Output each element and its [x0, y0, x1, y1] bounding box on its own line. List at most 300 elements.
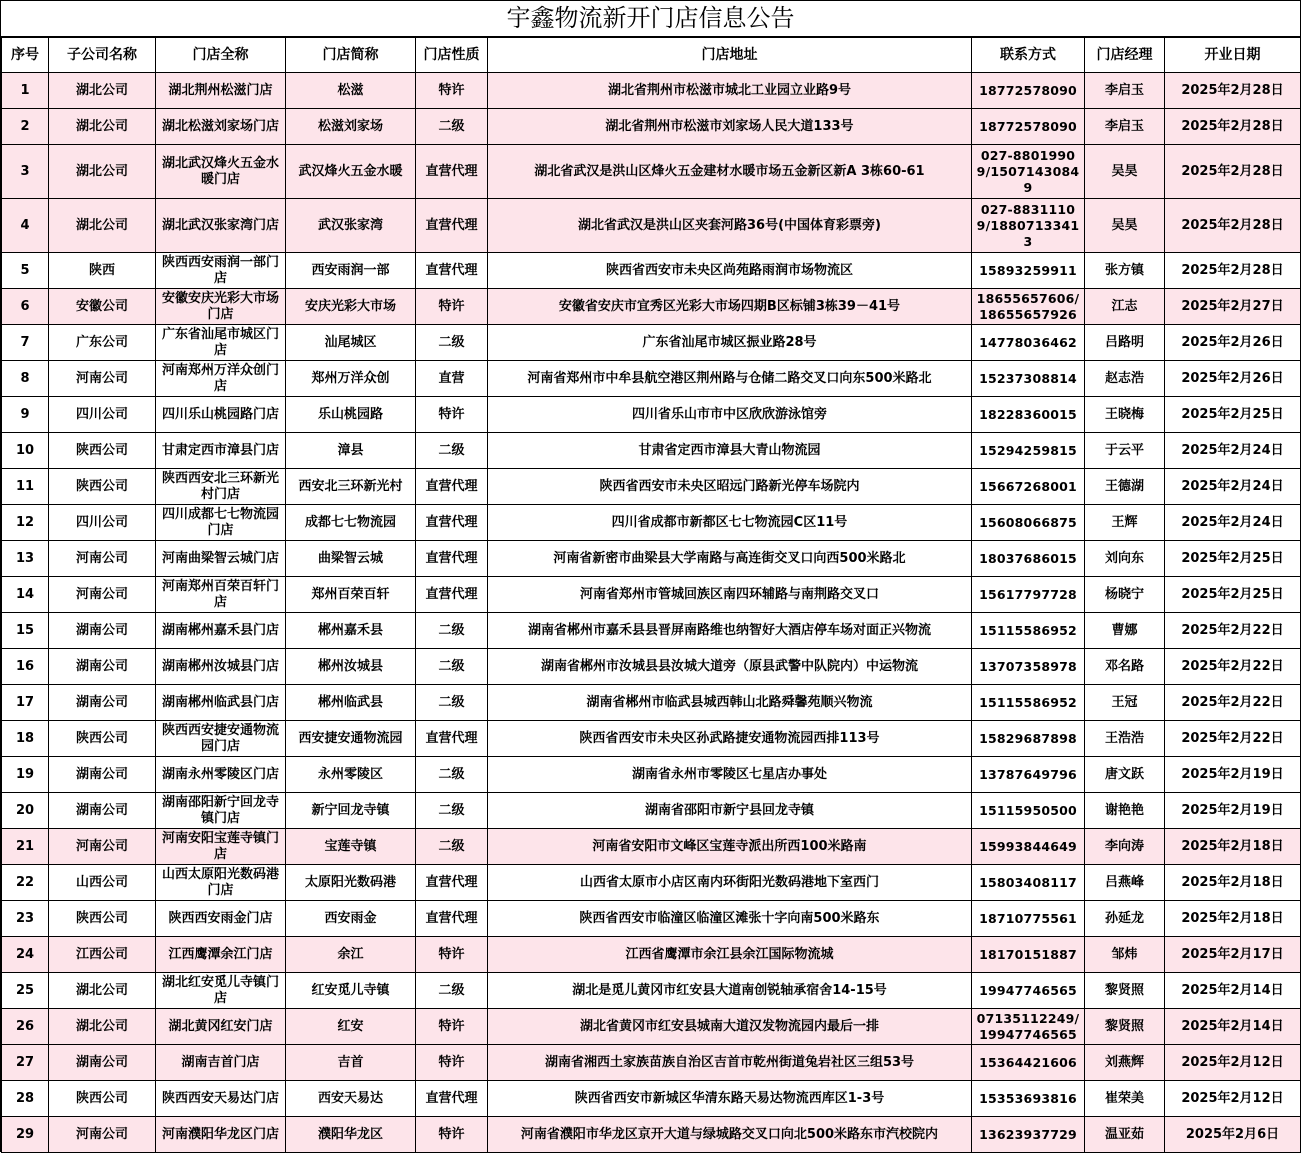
cell-full-name: 四川乐山桃园路门店	[156, 397, 286, 433]
cell-date: 2025年2月28日	[1165, 199, 1301, 253]
cell-short-name: 乐山桃园路	[286, 397, 416, 433]
cell-no: 10	[2, 433, 49, 469]
cell-short-name: 松滋刘家场	[286, 109, 416, 145]
table-row	[2, 325, 1301, 361]
table-row	[2, 1009, 1301, 1045]
cell-type: 直营代理	[416, 505, 488, 541]
cell-date: 2025年2月28日	[1165, 145, 1301, 199]
table-row	[2, 469, 1301, 505]
cell-full-name: 湖南郴州汝城县门店	[156, 649, 286, 685]
cell-date: 2025年2月14日	[1165, 973, 1301, 1009]
cell-date: 2025年2月18日	[1165, 865, 1301, 901]
cell-phone: 15803408117	[972, 865, 1085, 901]
cell-phone: 13787649796	[972, 757, 1085, 793]
cell-manager: 崔荣美	[1085, 1081, 1165, 1117]
cell-manager: 于云平	[1085, 433, 1165, 469]
cell-type: 特许	[416, 1117, 488, 1153]
cell-short-name: 武汉张家湾	[286, 199, 416, 253]
cell-phone: 15667268001	[972, 469, 1085, 505]
cell-phone: 18772578090	[972, 109, 1085, 145]
cell-address: 河南省郑州市管城回族区南四环辅路与南荆路交叉口	[488, 577, 972, 613]
cell-short-name: 红安	[286, 1009, 416, 1045]
cell-manager: 李启玉	[1085, 109, 1165, 145]
cell-type: 直营代理	[416, 577, 488, 613]
cell-address: 陕西省西安市未央区孙武路捷安通物流园西排113号	[488, 721, 972, 757]
cell-address: 湖南省郴州市嘉禾县县晋屏南路维也纳智好大酒店停车场对面正兴物流	[488, 613, 972, 649]
cell-manager: 温亚茹	[1085, 1117, 1165, 1153]
cell-date: 2025年2月28日	[1165, 109, 1301, 145]
table-row	[2, 613, 1301, 649]
cell-manager: 王冠	[1085, 685, 1165, 721]
cell-address: 湖北省武汉是洪山区烽火五金建材水暖市场五金新区新A 3栋60-61	[488, 145, 972, 199]
cell-no: 28	[2, 1081, 49, 1117]
cell-address: 河南省新密市曲梁县大学南路与高连街交叉口向西500米路北	[488, 541, 972, 577]
cell-no: 7	[2, 325, 49, 361]
cell-full-name: 湖南邵阳新宁回龙寺镇门店	[156, 793, 286, 829]
cell-date: 2025年2月17日	[1165, 937, 1301, 973]
cell-type: 直营代理	[416, 721, 488, 757]
cell-manager: 邓名路	[1085, 649, 1165, 685]
cell-manager: 王晓梅	[1085, 397, 1165, 433]
cell-address: 湖南省郴州市临武县城西韩山北路舜馨苑顺兴物流	[488, 685, 972, 721]
cell-manager: 吕路明	[1085, 325, 1165, 361]
cell-no: 13	[2, 541, 49, 577]
cell-date: 2025年2月6日	[1165, 1117, 1301, 1153]
table-row	[2, 793, 1301, 829]
cell-company: 陕西公司	[49, 1081, 156, 1117]
cell-no: 9	[2, 397, 49, 433]
cell-address: 河南省濮阳市华龙区京开大道与绿城路交叉口向北500米路东市汽校院内	[488, 1117, 972, 1153]
cell-date: 2025年2月25日	[1165, 397, 1301, 433]
cell-full-name: 湖北松滋刘家场门店	[156, 109, 286, 145]
cell-phone: 15353693816	[972, 1081, 1085, 1117]
cell-full-name: 河南曲梁智云城门店	[156, 541, 286, 577]
cell-address: 山西省太原市小店区南内环街阳光数码港地下室西门	[488, 865, 972, 901]
cell-short-name: 濮阳华龙区	[286, 1117, 416, 1153]
cell-date: 2025年2月24日	[1165, 469, 1301, 505]
cell-date: 2025年2月27日	[1165, 289, 1301, 325]
cell-address: 陕西省西安市未央区昭远门路新光停车场院内	[488, 469, 972, 505]
table-row	[2, 829, 1301, 865]
cell-date: 2025年2月19日	[1165, 757, 1301, 793]
cell-full-name: 河南郑州百荣百轩门店	[156, 577, 286, 613]
cell-full-name: 湖南吉首门店	[156, 1045, 286, 1081]
cell-short-name: 新宁回龙寺镇	[286, 793, 416, 829]
table-row	[2, 649, 1301, 685]
cell-manager: 张方镇	[1085, 253, 1165, 289]
cell-phone: 15115586952	[972, 685, 1085, 721]
cell-date: 2025年2月25日	[1165, 541, 1301, 577]
header-address: 门店地址	[488, 38, 972, 73]
header-date: 开业日期	[1165, 38, 1301, 73]
cell-no: 22	[2, 865, 49, 901]
cell-type: 直营代理	[416, 865, 488, 901]
cell-no: 14	[2, 577, 49, 613]
cell-short-name: 汕尾城区	[286, 325, 416, 361]
cell-company: 湖南公司	[49, 793, 156, 829]
cell-company: 陕西公司	[49, 469, 156, 505]
cell-type: 特许	[416, 937, 488, 973]
header-company: 子公司名称	[49, 38, 156, 73]
cell-short-name: 吉首	[286, 1045, 416, 1081]
cell-type: 直营代理	[416, 469, 488, 505]
cell-type: 二级	[416, 757, 488, 793]
cell-phone: 15115950500	[972, 793, 1085, 829]
cell-short-name: 郴州汝城县	[286, 649, 416, 685]
cell-full-name: 陕西西安雨润一部门店	[156, 253, 286, 289]
table-row	[2, 73, 1301, 109]
cell-phone: 15608066875	[972, 505, 1085, 541]
table-row	[2, 901, 1301, 937]
table-row	[2, 865, 1301, 901]
cell-phone: 15993844649	[972, 829, 1085, 865]
cell-company: 湖北公司	[49, 145, 156, 199]
cell-full-name: 山西太原阳光数码港门店	[156, 865, 286, 901]
table-row	[2, 973, 1301, 1009]
cell-type: 直营代理	[416, 541, 488, 577]
table-row	[2, 685, 1301, 721]
cell-no: 25	[2, 973, 49, 1009]
cell-full-name: 湖南永州零陵区门店	[156, 757, 286, 793]
cell-date: 2025年2月24日	[1165, 505, 1301, 541]
cell-phone: 18772578090	[972, 73, 1085, 109]
cell-type: 二级	[416, 325, 488, 361]
cell-no: 18	[2, 721, 49, 757]
cell-company: 湖南公司	[49, 613, 156, 649]
cell-address: 陕西省西安市新城区华清东路天易达物流西库区1-3号	[488, 1081, 972, 1117]
cell-phone: 15364421606	[972, 1045, 1085, 1081]
header-full-name: 门店全称	[156, 38, 286, 73]
cell-phone: 18710775561	[972, 901, 1085, 937]
cell-short-name: 余江	[286, 937, 416, 973]
cell-no: 5	[2, 253, 49, 289]
cell-full-name: 湖北荆州松滋门店	[156, 73, 286, 109]
cell-no: 26	[2, 1009, 49, 1045]
cell-phone: 19947746565	[972, 973, 1085, 1009]
cell-date: 2025年2月22日	[1165, 613, 1301, 649]
cell-phone: 15115586952	[972, 613, 1085, 649]
cell-manager: 王德湖	[1085, 469, 1165, 505]
table-row	[2, 1117, 1301, 1153]
cell-full-name: 安徽安庆光彩大市场门店	[156, 289, 286, 325]
cell-company: 广东公司	[49, 325, 156, 361]
cell-address: 湖北省武汉是洪山区夹套河路36号(中国体育彩票旁)	[488, 199, 972, 253]
cell-short-name: 安庆光彩大市场	[286, 289, 416, 325]
cell-date: 2025年2月12日	[1165, 1045, 1301, 1081]
cell-full-name: 湖南郴州嘉禾县门店	[156, 613, 286, 649]
cell-date: 2025年2月24日	[1165, 433, 1301, 469]
cell-no: 3	[2, 145, 49, 199]
cell-phone: 15617797728	[972, 577, 1085, 613]
cell-short-name: 郑州百荣百轩	[286, 577, 416, 613]
table-row	[2, 397, 1301, 433]
cell-manager: 黎贤照	[1085, 1009, 1165, 1045]
cell-full-name: 陕西西安北三环新光村门店	[156, 469, 286, 505]
cell-phone: 15893259911	[972, 253, 1085, 289]
cell-full-name: 湖北武汉张家湾门店	[156, 199, 286, 253]
cell-type: 直营代理	[416, 253, 488, 289]
cell-address: 陕西省西安市临潼区临潼区滩张十字向南500米路东	[488, 901, 972, 937]
cell-company: 陕西公司	[49, 721, 156, 757]
cell-short-name: 武汉烽火五金水暖	[286, 145, 416, 199]
cell-type: 二级	[416, 829, 488, 865]
cell-date: 2025年2月26日	[1165, 361, 1301, 397]
header-phone: 联系方式	[972, 38, 1085, 73]
cell-phone: 027-88019909/15071430849	[972, 145, 1085, 199]
cell-date: 2025年2月22日	[1165, 649, 1301, 685]
cell-full-name: 陕西西安捷安通物流园门店	[156, 721, 286, 757]
cell-short-name: 郴州临武县	[286, 685, 416, 721]
cell-phone: 15294259815	[972, 433, 1085, 469]
table-row	[2, 577, 1301, 613]
cell-type: 直营	[416, 361, 488, 397]
cell-address: 安徽省安庆市宜秀区光彩大市场四期B区标铺3栋39－41号	[488, 289, 972, 325]
table-row	[2, 721, 1301, 757]
cell-company: 河南公司	[49, 361, 156, 397]
cell-short-name: 郴州嘉禾县	[286, 613, 416, 649]
cell-short-name: 西安北三环新光村	[286, 469, 416, 505]
table-body	[2, 73, 1301, 1153]
cell-date: 2025年2月18日	[1165, 829, 1301, 865]
header-no: 序号	[2, 38, 49, 73]
cell-address: 湖北省荆州市松滋市刘家场人民大道133号	[488, 109, 972, 145]
cell-full-name: 湖北红安觅儿寺镇门店	[156, 973, 286, 1009]
table-row	[2, 145, 1301, 199]
cell-manager: 曹娜	[1085, 613, 1165, 649]
cell-company: 湖南公司	[49, 1045, 156, 1081]
cell-manager: 杨晓宁	[1085, 577, 1165, 613]
cell-company: 河南公司	[49, 1117, 156, 1153]
cell-full-name: 江西鹰潭余江门店	[156, 937, 286, 973]
cell-short-name: 永州零陵区	[286, 757, 416, 793]
cell-phone: 07135112249/19947746565	[972, 1009, 1085, 1045]
cell-company: 陕西	[49, 253, 156, 289]
table-row	[2, 289, 1301, 325]
cell-short-name: 曲梁智云城	[286, 541, 416, 577]
cell-type: 特许	[416, 397, 488, 433]
cell-type: 特许	[416, 1009, 488, 1045]
cell-no: 17	[2, 685, 49, 721]
cell-address: 湖南省邵阳市新宁县回龙寺镇	[488, 793, 972, 829]
cell-company: 河南公司	[49, 829, 156, 865]
cell-address: 湖南省郴州市汝城县县汝城大道旁（原县武警中队院内）中运物流	[488, 649, 972, 685]
cell-address: 四川省成都市新都区七七物流园C区11号	[488, 505, 972, 541]
table-row	[2, 199, 1301, 253]
cell-no: 29	[2, 1117, 49, 1153]
cell-type: 直营代理	[416, 199, 488, 253]
cell-no: 23	[2, 901, 49, 937]
cell-phone: 13707358978	[972, 649, 1085, 685]
cell-date: 2025年2月26日	[1165, 325, 1301, 361]
cell-full-name: 湖南郴州临武县门店	[156, 685, 286, 721]
cell-type: 特许	[416, 289, 488, 325]
cell-no: 6	[2, 289, 49, 325]
cell-address: 湖南省湘西土家族苗族自治区吉首市乾州街道兔岩社区三组53号	[488, 1045, 972, 1081]
cell-company: 湖北公司	[49, 109, 156, 145]
cell-no: 21	[2, 829, 49, 865]
cell-manager: 刘向东	[1085, 541, 1165, 577]
cell-manager: 唐文跃	[1085, 757, 1165, 793]
cell-company: 湖南公司	[49, 685, 156, 721]
cell-manager: 刘燕辉	[1085, 1045, 1165, 1081]
cell-company: 河南公司	[49, 541, 156, 577]
cell-date: 2025年2月25日	[1165, 577, 1301, 613]
cell-company: 湖北公司	[49, 199, 156, 253]
cell-address: 湖北是觅儿黄冈市红安县大道南创锐轴承宿舍14-15号	[488, 973, 972, 1009]
cell-no: 8	[2, 361, 49, 397]
cell-company: 江西公司	[49, 937, 156, 973]
cell-manager: 王浩浩	[1085, 721, 1165, 757]
cell-address: 河南省安阳市文峰区宝莲寺派出所西100米路南	[488, 829, 972, 865]
cell-manager: 邹炜	[1085, 937, 1165, 973]
cell-full-name: 甘肃定西市漳县门店	[156, 433, 286, 469]
cell-address: 湖北省荆州市松滋市城北工业园立业路9号	[488, 73, 972, 109]
table-row	[2, 1081, 1301, 1117]
cell-type: 二级	[416, 433, 488, 469]
page-title: 宇鑫物流新开门店信息公告	[1, 1, 1300, 37]
cell-company: 陕西公司	[49, 901, 156, 937]
cell-full-name: 陕西西安雨金门店	[156, 901, 286, 937]
cell-short-name: 西安捷安通物流园	[286, 721, 416, 757]
cell-no: 27	[2, 1045, 49, 1081]
cell-manager: 黎贤照	[1085, 973, 1165, 1009]
cell-short-name: 西安雨金	[286, 901, 416, 937]
cell-short-name: 西安雨润一部	[286, 253, 416, 289]
table-row	[2, 109, 1301, 145]
cell-full-name: 湖北黄冈红安门店	[156, 1009, 286, 1045]
cell-short-name: 西安天易达	[286, 1081, 416, 1117]
cell-company: 湖南公司	[49, 649, 156, 685]
cell-phone: 18170151887	[972, 937, 1085, 973]
cell-full-name: 陕西西安天易达门店	[156, 1081, 286, 1117]
table-row	[2, 541, 1301, 577]
cell-short-name: 漳县	[286, 433, 416, 469]
cell-short-name: 成都七七物流园	[286, 505, 416, 541]
cell-no: 16	[2, 649, 49, 685]
table-row	[2, 505, 1301, 541]
cell-phone: 13623937729	[972, 1117, 1085, 1153]
cell-manager: 王辉	[1085, 505, 1165, 541]
cell-short-name: 红安觅儿寺镇	[286, 973, 416, 1009]
table-row	[2, 433, 1301, 469]
cell-type: 二级	[416, 793, 488, 829]
cell-address: 河南省郑州市中牟县航空港区荆州路与仓储二路交叉口向东500米路北	[488, 361, 972, 397]
store-table	[1, 37, 1301, 1153]
cell-phone: 18037686015	[972, 541, 1085, 577]
header-short-name: 门店简称	[286, 38, 416, 73]
cell-no: 20	[2, 793, 49, 829]
table-row	[2, 757, 1301, 793]
cell-full-name: 广东省汕尾市城区门店	[156, 325, 286, 361]
cell-date: 2025年2月28日	[1165, 253, 1301, 289]
table-header	[2, 38, 1301, 73]
cell-manager: 谢艳艳	[1085, 793, 1165, 829]
cell-manager: 江志	[1085, 289, 1165, 325]
header-manager: 门店经理	[1085, 38, 1165, 73]
cell-address: 广东省汕尾市城区振业路28号	[488, 325, 972, 361]
cell-type: 直营代理	[416, 145, 488, 199]
cell-date: 2025年2月28日	[1165, 73, 1301, 109]
cell-phone: 18228360015	[972, 397, 1085, 433]
cell-short-name: 松滋	[286, 73, 416, 109]
cell-type: 二级	[416, 649, 488, 685]
cell-full-name: 河南郑州万洋众创门店	[156, 361, 286, 397]
cell-no: 19	[2, 757, 49, 793]
cell-company: 四川公司	[49, 397, 156, 433]
cell-company: 湖北公司	[49, 73, 156, 109]
cell-short-name: 太原阳光数码港	[286, 865, 416, 901]
cell-phone: 027-88311109/18807133413	[972, 199, 1085, 253]
cell-company: 湖北公司	[49, 973, 156, 1009]
cell-full-name: 湖北武汉烽火五金水暖门店	[156, 145, 286, 199]
table-row	[2, 253, 1301, 289]
cell-address: 四川省乐山市市中区欣欣游泳馆旁	[488, 397, 972, 433]
cell-address: 陕西省西安市未央区尚苑路雨润市场物流区	[488, 253, 972, 289]
cell-manager: 赵志浩	[1085, 361, 1165, 397]
cell-phone: 15829687898	[972, 721, 1085, 757]
cell-address: 湖北省黄冈市红安县城南大道汉发物流园内最后一排	[488, 1009, 972, 1045]
cell-manager: 吴昊	[1085, 199, 1165, 253]
cell-no: 4	[2, 199, 49, 253]
cell-address: 湖南省永州市零陵区七星店办事处	[488, 757, 972, 793]
table-row	[2, 361, 1301, 397]
cell-date: 2025年2月22日	[1165, 721, 1301, 757]
cell-type: 特许	[416, 1045, 488, 1081]
cell-type: 二级	[416, 973, 488, 1009]
cell-date: 2025年2月14日	[1165, 1009, 1301, 1045]
cell-manager: 李启玉	[1085, 73, 1165, 109]
cell-phone: 14778036462	[972, 325, 1085, 361]
cell-no: 24	[2, 937, 49, 973]
cell-company: 山西公司	[49, 865, 156, 901]
cell-type: 特许	[416, 73, 488, 109]
cell-no: 15	[2, 613, 49, 649]
cell-manager: 吕燕峰	[1085, 865, 1165, 901]
cell-full-name: 河南濮阳华龙区门店	[156, 1117, 286, 1153]
header-type: 门店性质	[416, 38, 488, 73]
cell-full-name: 河南安阳宝莲寺镇门店	[156, 829, 286, 865]
cell-phone: 15237308814	[972, 361, 1085, 397]
cell-address: 甘肃省定西市漳县大青山物流园	[488, 433, 972, 469]
cell-date: 2025年2月18日	[1165, 901, 1301, 937]
cell-no: 11	[2, 469, 49, 505]
cell-no: 2	[2, 109, 49, 145]
cell-no: 12	[2, 505, 49, 541]
cell-short-name: 宝莲寺镇	[286, 829, 416, 865]
cell-date: 2025年2月22日	[1165, 685, 1301, 721]
cell-phone: 18655657606/18655657926	[972, 289, 1085, 325]
cell-company: 四川公司	[49, 505, 156, 541]
cell-company: 陕西公司	[49, 433, 156, 469]
cell-company: 安徽公司	[49, 289, 156, 325]
table-row	[2, 937, 1301, 973]
cell-short-name: 郑州万洋众创	[286, 361, 416, 397]
cell-date: 2025年2月12日	[1165, 1081, 1301, 1117]
cell-no: 1	[2, 73, 49, 109]
cell-company: 湖北公司	[49, 1009, 156, 1045]
cell-address: 江西省鹰潭市余江县余江国际物流城	[488, 937, 972, 973]
cell-type: 直营代理	[416, 901, 488, 937]
cell-manager: 吴昊	[1085, 145, 1165, 199]
cell-type: 二级	[416, 109, 488, 145]
table-row	[2, 1045, 1301, 1081]
cell-company: 湖南公司	[49, 757, 156, 793]
cell-manager: 李向涛	[1085, 829, 1165, 865]
cell-date: 2025年2月19日	[1165, 793, 1301, 829]
cell-manager: 孙延龙	[1085, 901, 1165, 937]
cell-type: 二级	[416, 685, 488, 721]
cell-type: 二级	[416, 613, 488, 649]
